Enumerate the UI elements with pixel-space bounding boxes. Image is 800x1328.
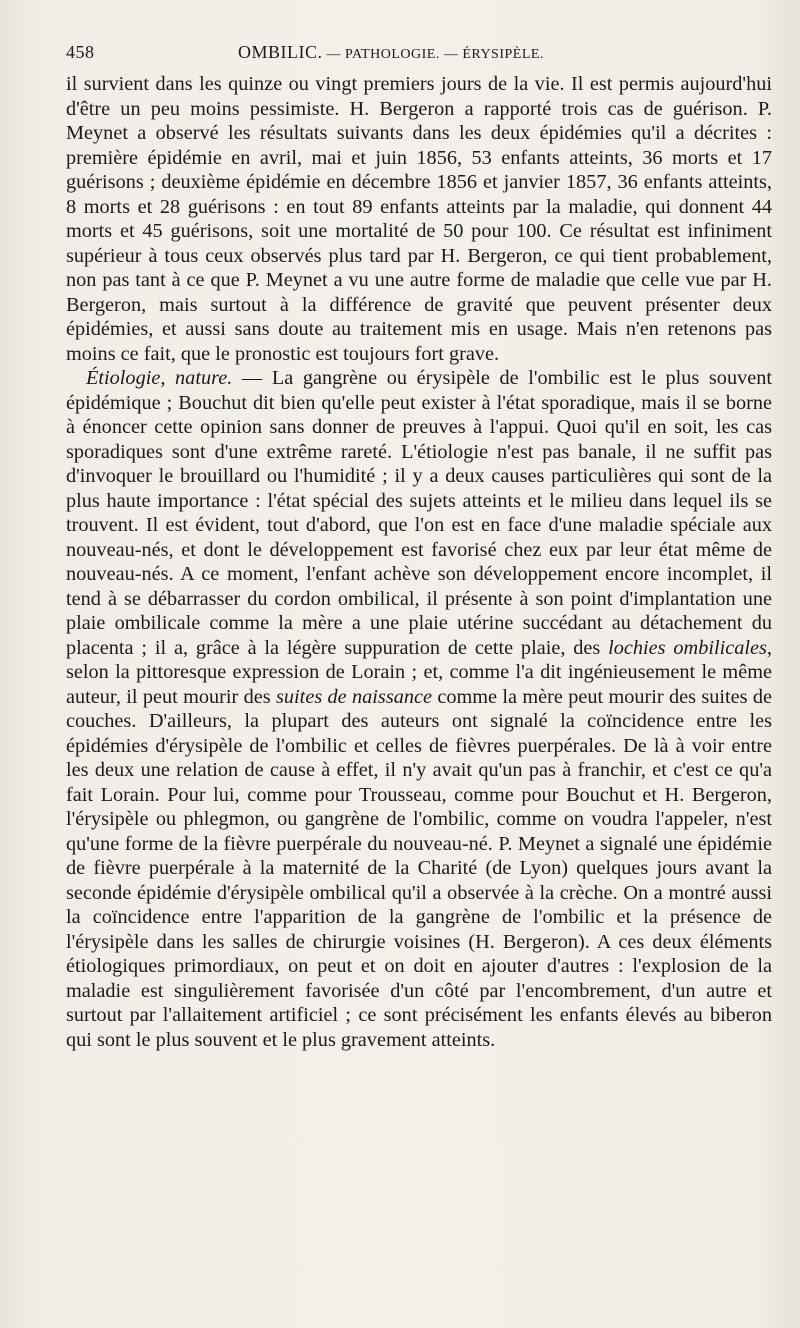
header-title — [238, 42, 544, 63]
body-text — [66, 72, 772, 1052]
paragraph-etiology — [66, 366, 772, 1052]
page-number: 458 — [66, 42, 95, 62]
running-head — [66, 42, 772, 68]
text-segment: , selon la pittoresque expression de Lorain ; et, comme l'a dit ingénieusement le même auteur, il peut mourir des — [66, 636, 772, 708]
header-section: PATHOLOGIE. — [345, 47, 440, 62]
heading-dash: — — [232, 367, 272, 389]
text-segment: comme la mère peut mourir des suites de couches. D'ailleurs, la plupart des auteurs ont signalé la coïncidence entre les épidémies d'érysipèle de l'ombilic et celles de fièvres puerpérales. De là à voir entre les deux une relation de cause à effet, il n'y avait qu'un pas à franchir, et c'est ce qu'a fait Lorain. Pour lui, comme pour Trousseau, comme pour Bouchut et H. Bergeron, l'érysipèle ou phlegmon, ou gangrène de l'ombilic, comme on voudra l'appeler, n'est qu'une forme de la fièvre puerpérale du nouveau-né. P. Meynet a signalé une épidémie de fièvre puerpérale à la maternité de la Charité (de Lyon) quelques jours avant la seconde épidémie d'érysipèle ombilical qu'il a observée à la crèche. On a montré aussi la coïncidence entre l'apparition de la gangrène de l'ombilic et la présence de l'érysipèle dans les salles de chirurgie voisines (H. Bergeron). A ces deux éléments étiologiques primordiaux, on peut et on doit en ajouter d'autres : l'explosion de la maladie est singulièrement favorisée d'un côté par l'encombrement, d'un autre et surtout par l'allaitement artificiel ; ce sont précisément les enfants élevés au biberon qui sont le plus souvent et le plus gravement atteints. — [66, 685, 773, 1051]
header-subsection: ÉRYSIPÈLE. — [462, 47, 544, 62]
italic-term: suites de naissance — [276, 685, 433, 708]
italic-term: lochies ombilicales — [608, 636, 767, 659]
header-title-main: OMBILIC. — [238, 42, 323, 62]
header-separator: — — [322, 47, 345, 62]
section-heading-etiology: Étiologie, nature. — [86, 367, 233, 389]
header-separator: — — [439, 47, 463, 62]
paragraph-prognosis: il survient dans les quinze ou vingt premiers jours de la vie. Il est permis aujourd'hui d'être un peu moins pessimiste. H. Bergeron a rapporté trois cas de guérison. P. Meynet a observé les résultats suivants dans les deux épidémies qu'il a décrites : première épidémie en avril, mai et juin 1856, 53 enfants atteints, 36 morts et 17 guérisons ; deuxième épidémie en décembre 1856 et janvier 1857, 36 enfants atteints, 8 morts et 28 guérisons : en tout 89 enfants atteints par la maladie, qui donnent 44 morts et 45 guérisons, soit une mortalité de 50 pour 100. Ce résultat est infiniment supérieur à tous ceux observés plus tard par H. Bergeron, ce qui tient probablement, non pas tant à ce que P. Meynet a vu une autre forme de maladie que celle vue par H. Bergeron, mais surtout à la différence de gravité que peuvent présenter deux épidémies, et aussi sans doute au traitement mis en usage. Mais n'en retenons pas moins ce fait, que le pronostic est toujours fort grave. — [66, 73, 772, 365]
text-segment: La gangrène ou érysipèle de l'ombilic est le plus souvent épidémique ; Bouchut dit bien qu'elle peut exister à l'état sporadique, mais il se borne à énoncer cette opinion sans donner de preuves à l'appui. Quoi qu'il en soit, les cas sporadiques sont d'une extrême rareté. L'étiologie n'est pas banale, il ne suffit pas d'invoquer le brouillard ou l'humidité ; il y a deux causes particulières qui sont de la plus haute importance : l'état spécial des sujets atteints et le milieu dans lequel ils se trouvent. Il est évident, tout d'abord, que l'on est en face d'une maladie spéciale aux nouveau-nés, et dont le développement est favorisé chez eux par leur état même de nouveau-nés. A ce moment, l'enfant achève son développement encore incomplet, il tend à se débarrasser du cordon ombilical, il présente à son point d'implantation une plaie ombilicale comme la mère a une plaie utérine succédant au détachement du placenta ; il a, grâce à la légère suppuration de cette plaie, des — [66, 367, 773, 659]
